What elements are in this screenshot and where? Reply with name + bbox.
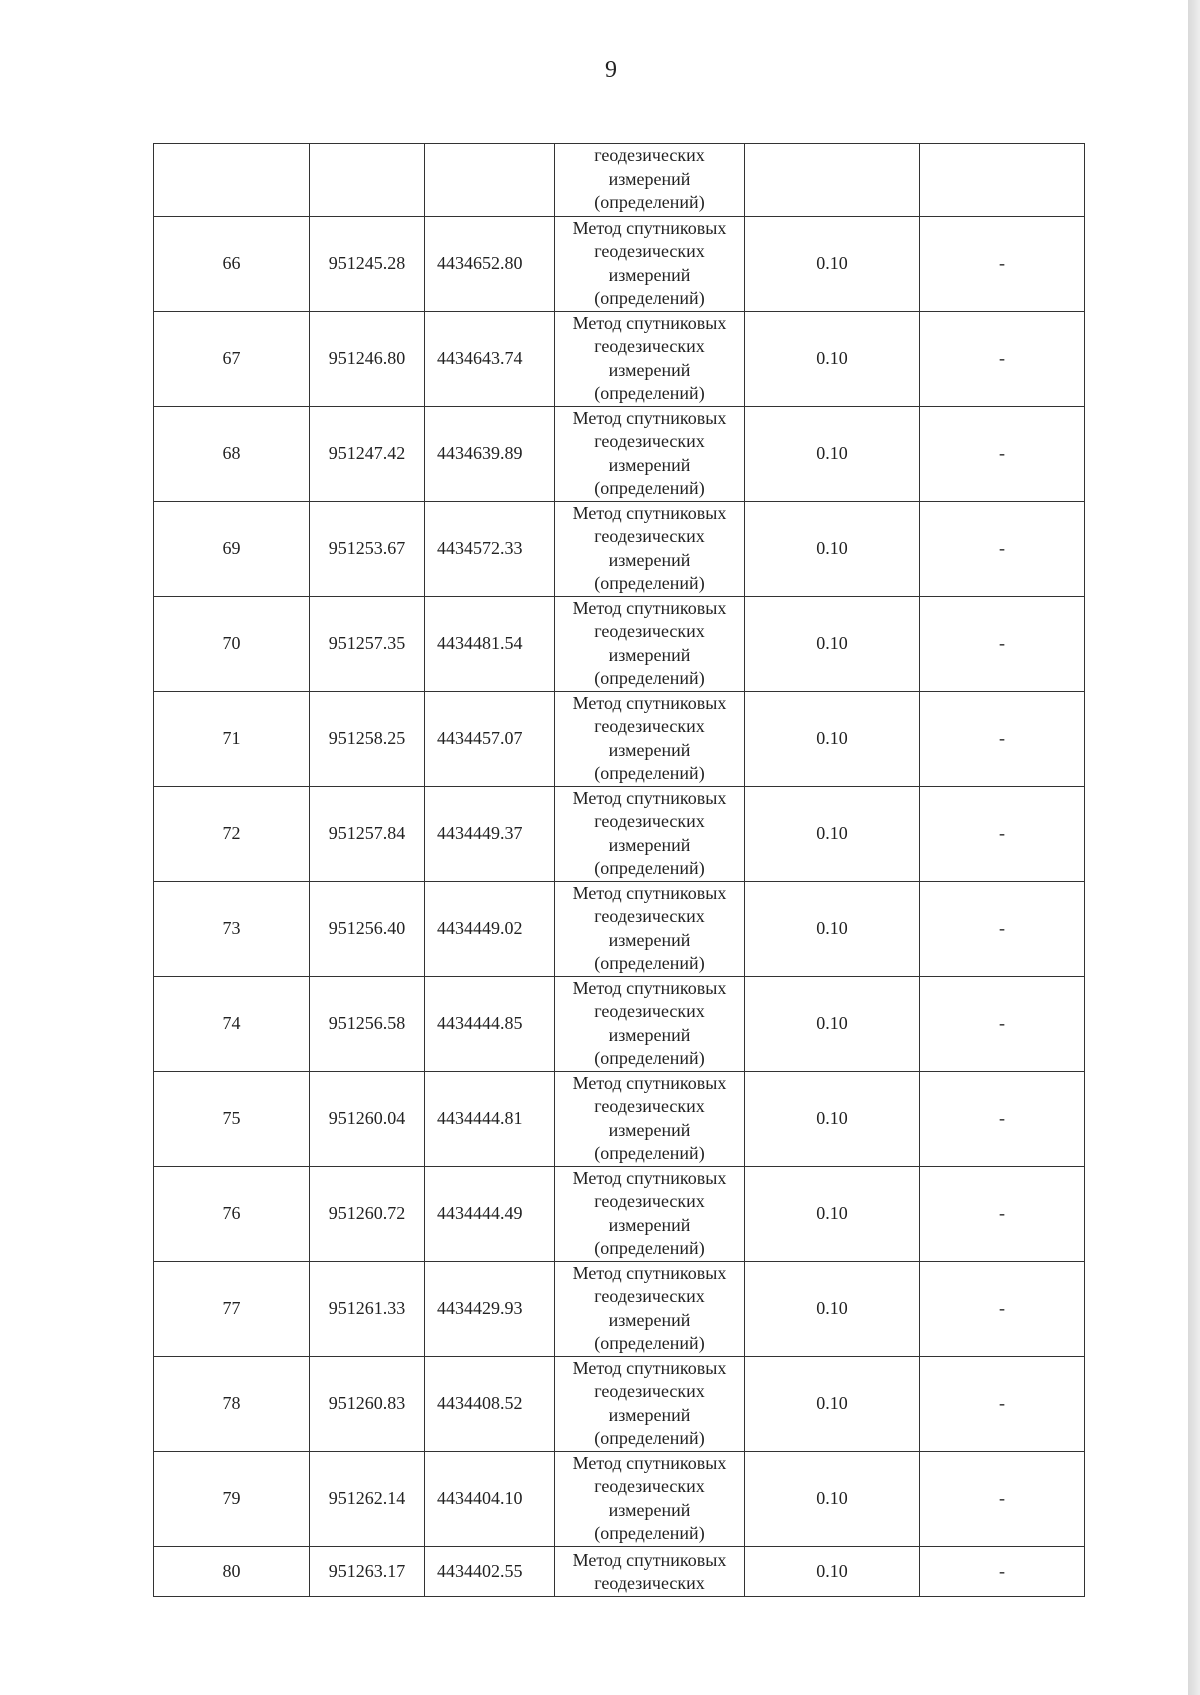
table-row bbox=[154, 311, 1085, 406]
method-line: (определений) bbox=[594, 1048, 705, 1068]
note-cell: - bbox=[920, 1546, 1085, 1596]
note-cell: - bbox=[920, 691, 1085, 786]
method-cell bbox=[555, 1261, 745, 1356]
y-coordinate-cell: 4434444.49 bbox=[425, 1166, 555, 1261]
method-line: геодезических bbox=[594, 621, 705, 641]
y-coordinate-cell: 4434643.74 bbox=[425, 311, 555, 406]
table-row bbox=[154, 1261, 1085, 1356]
method-line: измерений bbox=[608, 1404, 691, 1425]
point-number-cell: 67 bbox=[154, 311, 310, 406]
page-edge-shadow bbox=[1188, 0, 1200, 1695]
method-line: геодезических bbox=[594, 1286, 705, 1306]
point-number-cell: 69 bbox=[154, 501, 310, 596]
method-line: Метод спутниковых bbox=[572, 1262, 727, 1283]
table-row bbox=[154, 596, 1085, 691]
note-cell: - bbox=[920, 1451, 1085, 1546]
accuracy-cell: 0.10 bbox=[745, 501, 920, 596]
y-coordinate-cell: 4434449.37 bbox=[425, 786, 555, 881]
accuracy-cell: 0.10 bbox=[745, 596, 920, 691]
note-cell: - bbox=[920, 501, 1085, 596]
accuracy-cell: 0.10 bbox=[745, 691, 920, 786]
note-cell: - bbox=[920, 1356, 1085, 1451]
table-row bbox=[154, 1166, 1085, 1261]
method-line: Метод спутниковых bbox=[572, 977, 727, 998]
table-row bbox=[154, 1546, 1085, 1596]
method-line: (определений) bbox=[594, 1238, 705, 1258]
note-cell: - bbox=[920, 1071, 1085, 1166]
x-coordinate-cell: 951256.40 bbox=[310, 881, 425, 976]
method-line: Метод спутниковых bbox=[572, 597, 727, 618]
method-line: измерений bbox=[608, 359, 691, 380]
x-coordinate-cell: 951263.17 bbox=[310, 1546, 425, 1596]
method-line: (определений) bbox=[594, 288, 705, 308]
method-line: измерений bbox=[608, 1024, 691, 1045]
x-coordinate-cell: 951262.14 bbox=[310, 1451, 425, 1546]
method-cell bbox=[555, 1451, 745, 1546]
method-line: (определений) bbox=[594, 668, 705, 688]
accuracy-cell: 0.10 bbox=[745, 1071, 920, 1166]
point-number-cell: 74 bbox=[154, 976, 310, 1071]
method-line: геодезических bbox=[594, 145, 705, 165]
method-line: геодезических bbox=[594, 526, 705, 546]
method-line: геодезических bbox=[594, 1381, 705, 1401]
y-coordinate-cell: 4434457.07 bbox=[425, 691, 555, 786]
point-number-cell bbox=[154, 144, 310, 217]
accuracy-cell: 0.10 bbox=[745, 1546, 920, 1596]
table-row bbox=[154, 881, 1085, 976]
x-coordinate-cell: 951260.72 bbox=[310, 1166, 425, 1261]
x-coordinate-cell: 951257.35 bbox=[310, 596, 425, 691]
method-line: геодезических bbox=[594, 431, 705, 451]
method-line: геодезических bbox=[594, 241, 705, 261]
method-line: геодезических bbox=[594, 811, 705, 831]
method-line: геодезических bbox=[594, 1476, 705, 1496]
x-coordinate-cell: 951260.04 bbox=[310, 1071, 425, 1166]
method-line: (определений) bbox=[594, 1428, 705, 1448]
method-line: (определений) bbox=[594, 383, 705, 403]
method-cell bbox=[555, 144, 745, 217]
method-line: (определений) bbox=[594, 1143, 705, 1163]
x-coordinate-cell: 951257.84 bbox=[310, 786, 425, 881]
accuracy-cell: 0.10 bbox=[745, 1261, 920, 1356]
method-line: измерений bbox=[608, 264, 691, 285]
point-number-cell: 70 bbox=[154, 596, 310, 691]
accuracy-cell: 0.10 bbox=[745, 406, 920, 501]
method-line: (определений) bbox=[594, 573, 705, 593]
y-coordinate-cell: 4434449.02 bbox=[425, 881, 555, 976]
table-row-continued bbox=[154, 144, 1085, 217]
x-coordinate-cell: 951256.58 bbox=[310, 976, 425, 1071]
note-cell: - bbox=[920, 311, 1085, 406]
method-line: (определений) bbox=[594, 192, 705, 212]
accuracy-cell: 0.10 bbox=[745, 786, 920, 881]
x-coordinate-cell bbox=[310, 144, 425, 217]
method-line: Метод спутниковых bbox=[572, 217, 727, 238]
y-coordinate-cell bbox=[425, 144, 555, 217]
note-cell bbox=[920, 144, 1085, 217]
method-line: геодезических bbox=[594, 1096, 705, 1116]
point-number-cell: 77 bbox=[154, 1261, 310, 1356]
method-line: измерений bbox=[608, 1214, 691, 1235]
method-line: измерений bbox=[608, 644, 691, 665]
table-row bbox=[154, 216, 1085, 311]
table-row bbox=[154, 406, 1085, 501]
table-body bbox=[154, 144, 1085, 1597]
method-line: геодезических bbox=[594, 1191, 705, 1211]
method-line: измерений bbox=[608, 929, 691, 950]
x-coordinate-cell: 951245.28 bbox=[310, 216, 425, 311]
method-line: измерений bbox=[608, 834, 691, 855]
method-line: Метод спутниковых bbox=[572, 1167, 727, 1188]
method-line: геодезических bbox=[594, 906, 705, 926]
accuracy-cell: 0.10 bbox=[745, 216, 920, 311]
x-coordinate-cell: 951260.83 bbox=[310, 1356, 425, 1451]
method-line: (определений) bbox=[594, 478, 705, 498]
note-cell: - bbox=[920, 596, 1085, 691]
page-number: 9 bbox=[605, 57, 617, 83]
x-coordinate-cell: 951253.67 bbox=[310, 501, 425, 596]
method-line: Метод спутниковых bbox=[572, 1452, 727, 1473]
point-number-cell: 78 bbox=[154, 1356, 310, 1451]
table-row bbox=[154, 1356, 1085, 1451]
table-row bbox=[154, 1071, 1085, 1166]
y-coordinate-cell: 4434652.80 bbox=[425, 216, 555, 311]
note-cell: - bbox=[920, 881, 1085, 976]
method-cell bbox=[555, 691, 745, 786]
method-line: измерений bbox=[608, 454, 691, 475]
method-line: (определений) bbox=[594, 1333, 705, 1353]
y-coordinate-cell: 4434402.55 bbox=[425, 1546, 555, 1596]
accuracy-cell: 0.10 bbox=[745, 1451, 920, 1546]
method-line: измерений bbox=[608, 1309, 691, 1330]
method-line: Метод спутниковых bbox=[572, 787, 727, 808]
method-line: Метод спутниковых bbox=[572, 692, 727, 713]
point-number-cell: 71 bbox=[154, 691, 310, 786]
note-cell: - bbox=[920, 406, 1085, 501]
note-cell: - bbox=[920, 1166, 1085, 1261]
x-coordinate-cell: 951247.42 bbox=[310, 406, 425, 501]
y-coordinate-cell: 4434639.89 bbox=[425, 406, 555, 501]
method-line: (определений) bbox=[594, 763, 705, 783]
y-coordinate-cell: 4434572.33 bbox=[425, 501, 555, 596]
method-cell bbox=[555, 881, 745, 976]
method-line: измерений bbox=[608, 549, 691, 570]
method-cell bbox=[555, 786, 745, 881]
method-line: геодезических bbox=[594, 1573, 705, 1593]
method-line: измерений bbox=[608, 1119, 691, 1140]
x-coordinate-cell: 951261.33 bbox=[310, 1261, 425, 1356]
method-cell bbox=[555, 406, 745, 501]
y-coordinate-cell: 4434404.10 bbox=[425, 1451, 555, 1546]
accuracy-cell: 0.10 bbox=[745, 976, 920, 1071]
method-cell bbox=[555, 311, 745, 406]
point-number-cell: 73 bbox=[154, 881, 310, 976]
method-cell bbox=[555, 1546, 745, 1596]
method-line: измерений bbox=[608, 1499, 691, 1520]
point-number-cell: 68 bbox=[154, 406, 310, 501]
method-cell bbox=[555, 501, 745, 596]
x-coordinate-cell: 951246.80 bbox=[310, 311, 425, 406]
method-line: Метод спутниковых bbox=[572, 312, 727, 333]
method-cell bbox=[555, 596, 745, 691]
point-number-cell: 72 bbox=[154, 786, 310, 881]
point-number-cell: 66 bbox=[154, 216, 310, 311]
method-line: Метод спутниковых bbox=[572, 1357, 727, 1378]
y-coordinate-cell: 4434444.81 bbox=[425, 1071, 555, 1166]
y-coordinate-cell: 4434408.52 bbox=[425, 1356, 555, 1451]
method-line: геодезических bbox=[594, 716, 705, 736]
method-cell bbox=[555, 1071, 745, 1166]
note-cell: - bbox=[920, 976, 1085, 1071]
accuracy-cell: 0.10 bbox=[745, 1356, 920, 1451]
y-coordinate-cell: 4434444.85 bbox=[425, 976, 555, 1071]
method-cell bbox=[555, 976, 745, 1071]
accuracy-cell bbox=[745, 144, 920, 217]
method-line: геодезических bbox=[594, 1001, 705, 1021]
point-number-cell: 79 bbox=[154, 1451, 310, 1546]
method-line: Метод спутниковых bbox=[572, 1549, 727, 1570]
method-line: измерений bbox=[608, 168, 691, 189]
table-row bbox=[154, 786, 1085, 881]
note-cell: - bbox=[920, 1261, 1085, 1356]
table-row bbox=[154, 976, 1085, 1071]
coordinates-table bbox=[153, 143, 1085, 1597]
table-row bbox=[154, 1451, 1085, 1546]
point-number-cell: 75 bbox=[154, 1071, 310, 1166]
table-row bbox=[154, 501, 1085, 596]
method-line: Метод спутниковых bbox=[572, 407, 727, 428]
method-line: Метод спутниковых bbox=[572, 882, 727, 903]
accuracy-cell: 0.10 bbox=[745, 881, 920, 976]
method-line: Метод спутниковых bbox=[572, 1072, 727, 1093]
method-line: геодезических bbox=[594, 336, 705, 356]
accuracy-cell: 0.10 bbox=[745, 1166, 920, 1261]
method-cell bbox=[555, 1356, 745, 1451]
accuracy-cell: 0.10 bbox=[745, 311, 920, 406]
method-line: измерений bbox=[608, 739, 691, 760]
method-line: (определений) bbox=[594, 953, 705, 973]
method-line: (определений) bbox=[594, 1523, 705, 1543]
point-number-cell: 80 bbox=[154, 1546, 310, 1596]
method-line: (определений) bbox=[594, 858, 705, 878]
y-coordinate-cell: 4434429.93 bbox=[425, 1261, 555, 1356]
x-coordinate-cell: 951258.25 bbox=[310, 691, 425, 786]
note-cell: - bbox=[920, 216, 1085, 311]
note-cell: - bbox=[920, 786, 1085, 881]
method-line: Метод спутниковых bbox=[572, 502, 727, 523]
point-number-cell: 76 bbox=[154, 1166, 310, 1261]
method-cell bbox=[555, 1166, 745, 1261]
table-row bbox=[154, 691, 1085, 786]
method-cell bbox=[555, 216, 745, 311]
y-coordinate-cell: 4434481.54 bbox=[425, 596, 555, 691]
